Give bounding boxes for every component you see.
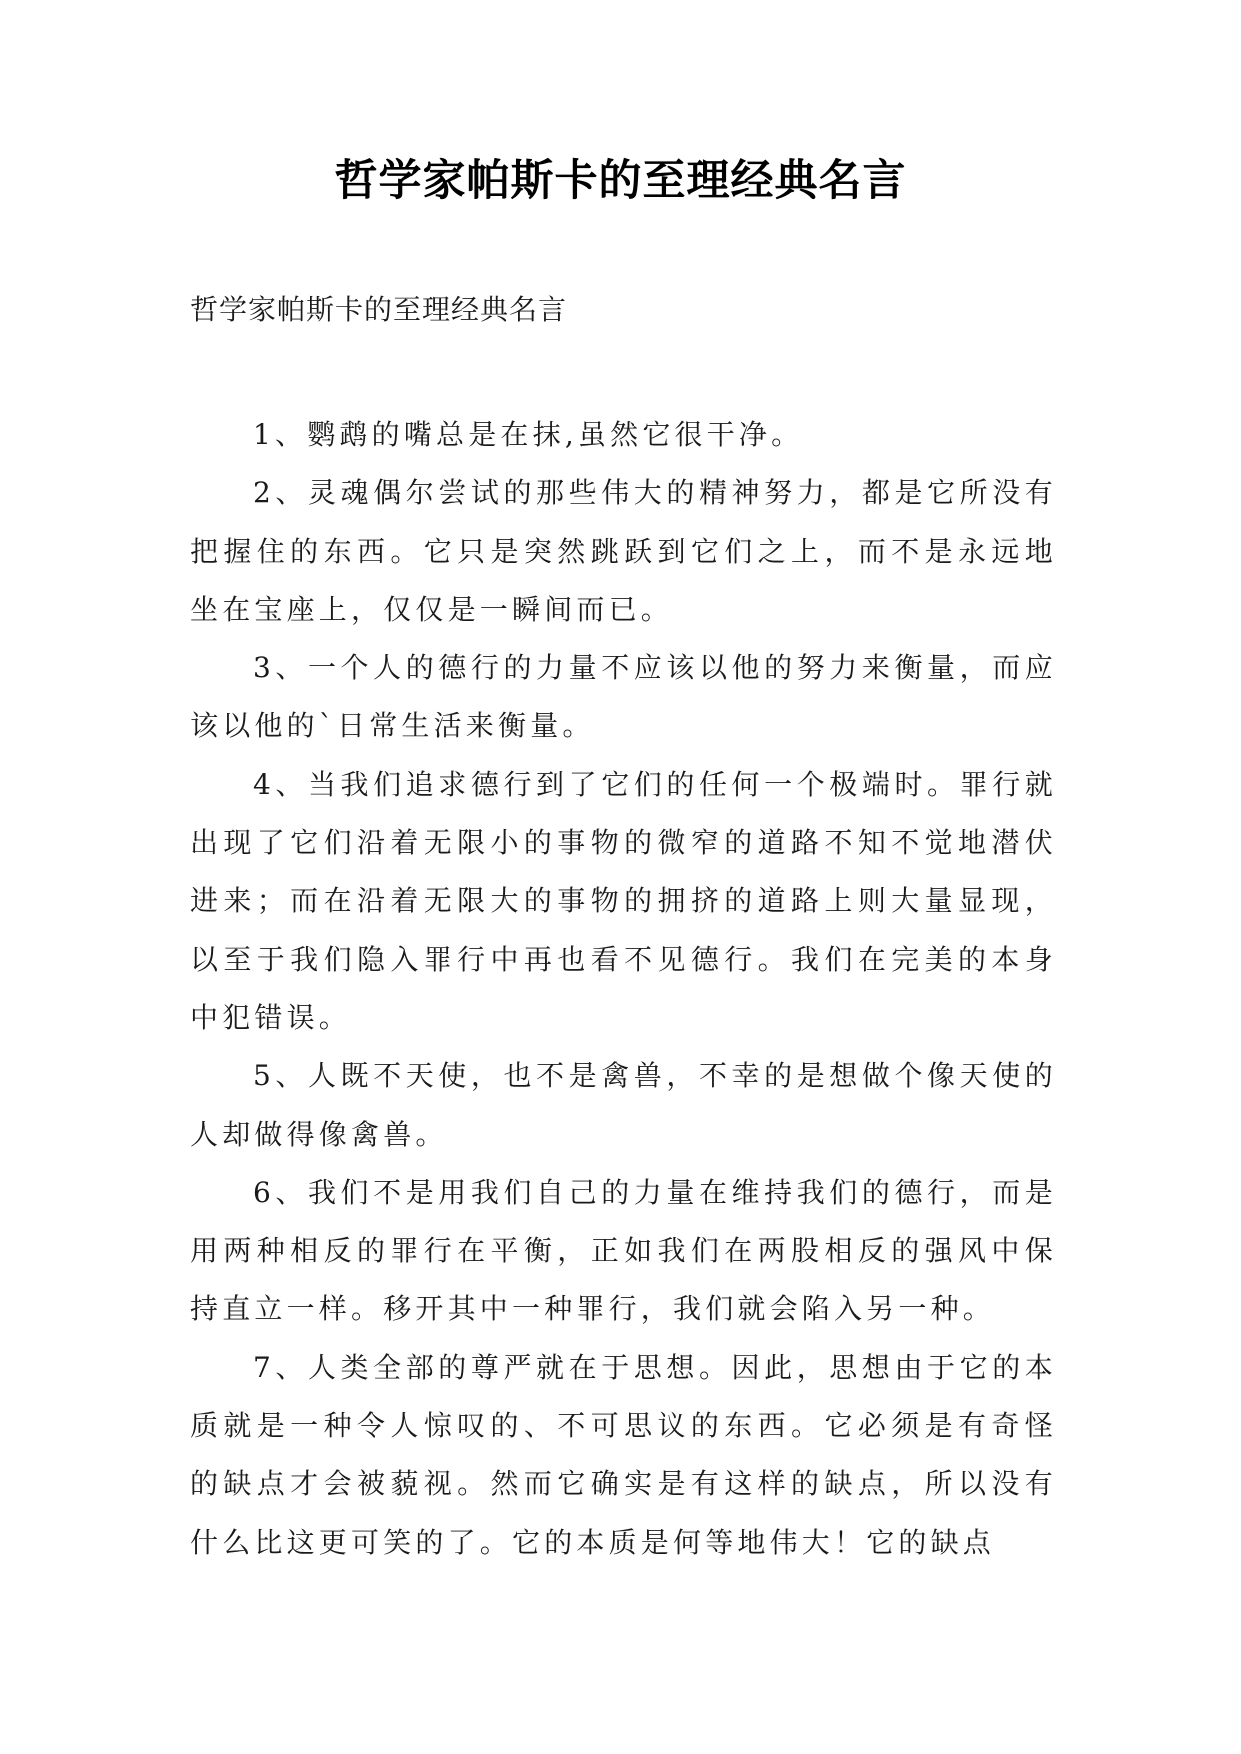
quote-paragraph-1: 1、鹦鹉的嘴总是在抹,虽然它很干净。 bbox=[253, 418, 804, 451]
quote-paragraph-6: 6、我们不是用我们自己的力量在维持我们的德行，而是用两种相反的罪行在平衡，正如我们在两股相反的强风中保持直立一样。移开其中一种罪行，我们就会陷入另一种。 bbox=[190, 1175, 1057, 1326]
quote-paragraph-3: 3、一个人的德行的力量不应该以他的努力来衡量，而应该以他的`日常生活来衡量。 bbox=[190, 651, 1057, 743]
document-subtitle: 哲学家帕斯卡的至理经典名言 bbox=[190, 293, 568, 326]
quote-paragraph-2: 2、灵魂偶尔尝试的那些伟大的精神努力，都是它所没有把握住的东西。它只是突然跳跃到它们之上，而不是永远地坐在宝座上，仅仅是一瞬间而已。 bbox=[190, 476, 1057, 626]
document-title: 哲学家帕斯卡的至理经典名言 bbox=[334, 156, 907, 206]
document-body bbox=[190, 406, 1057, 1572]
quote-paragraph-4: 4、当我们追求德行到了它们的任何一个极端时。罪行就出现了它们沿着无限小的事物的微窄的道路不知不觉地潜伏进来；而在沿着无限大的事物的拥挤的道路上则大量显现，以至于我们隐入罪行中再也看不见德行。我们在完美的本身中犯错误。 bbox=[190, 767, 1057, 1034]
quote-paragraph-7: 7、人类全部的尊严就在于思想。因此，思想由于它的本质就是一种令人惊叹的、不可思议的东西。它必须是有奇怪的缺点才会被藐视。然而它确实是有这样的缺点，所以没有什么比这更可笑的了。它的本质是何等地伟大！它的缺点 bbox=[190, 1350, 1057, 1559]
quote-paragraph-5: 5、人既不天使，也不是禽兽，不幸的是想做个像天使的人却做得像禽兽。 bbox=[190, 1059, 1057, 1151]
